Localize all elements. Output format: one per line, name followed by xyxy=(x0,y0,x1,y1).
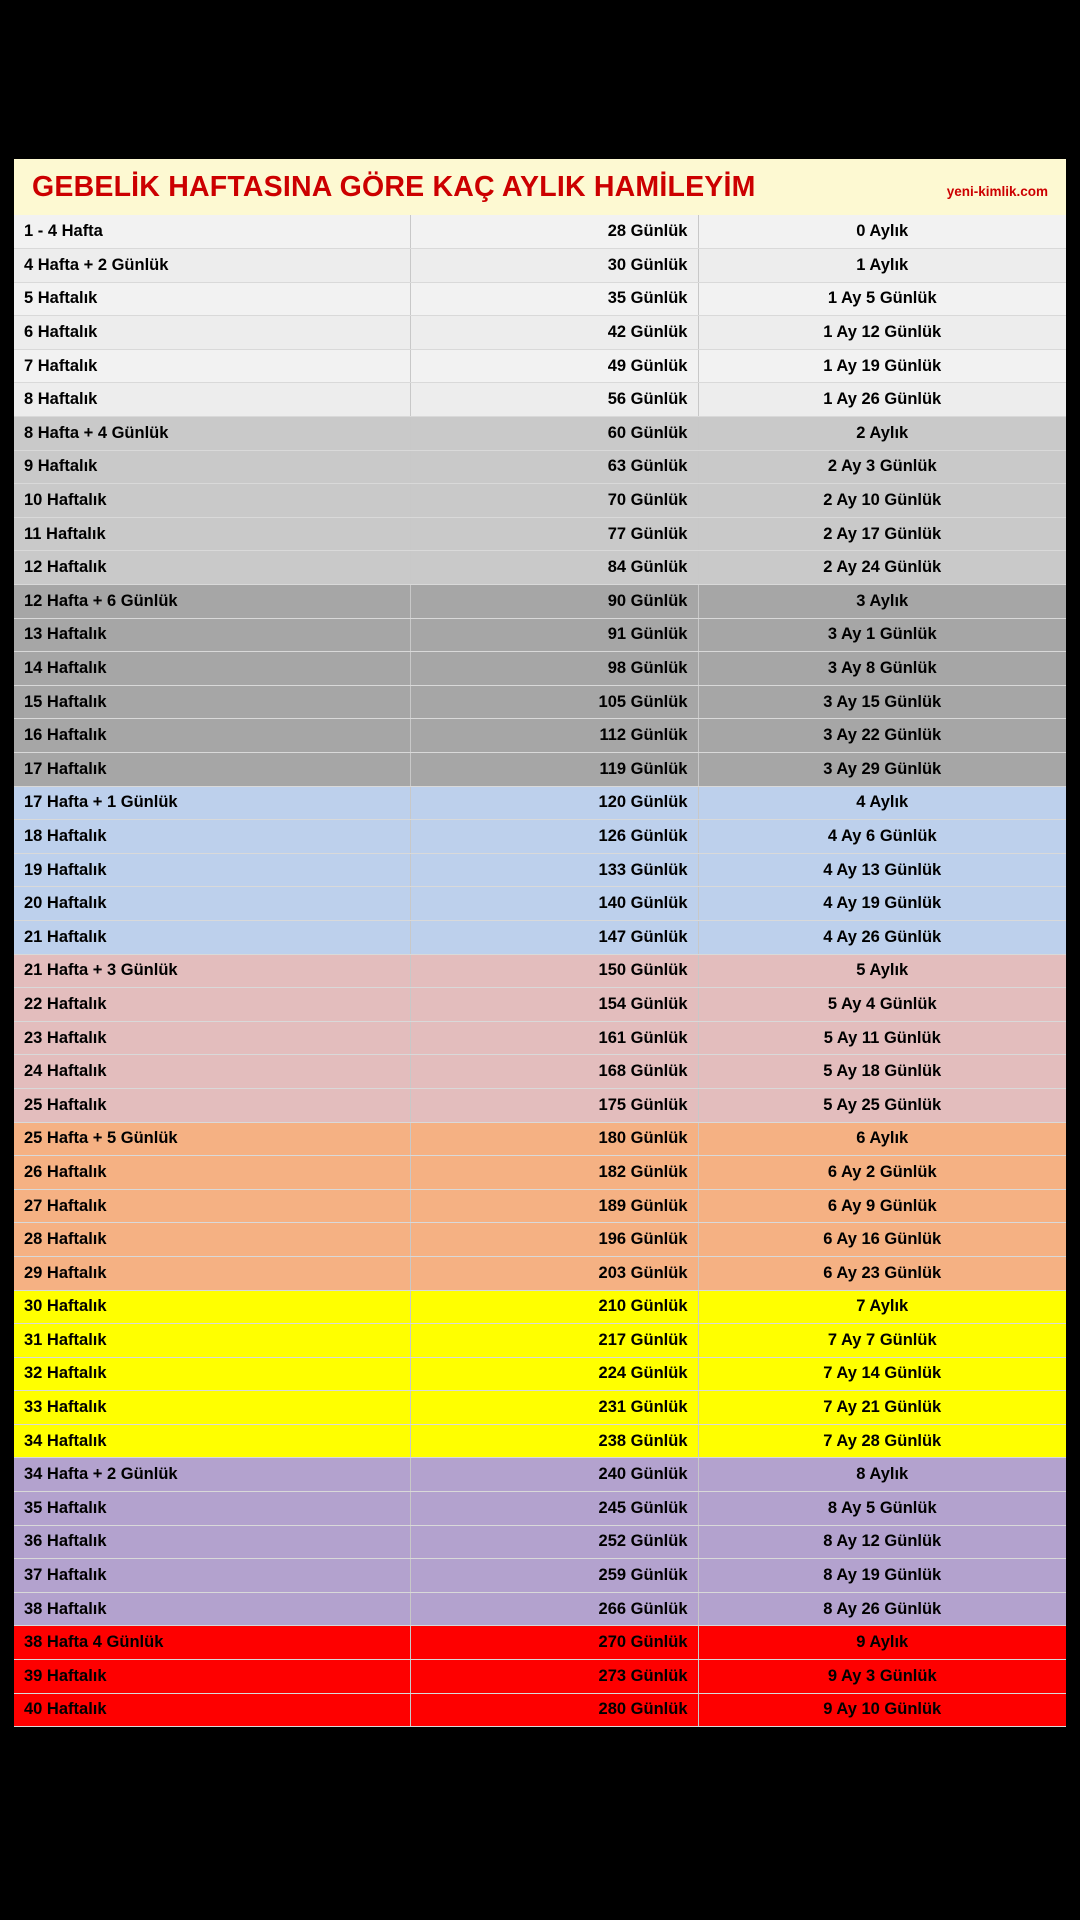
cell-week: 34 Haftalık xyxy=(14,1424,410,1458)
cell-days: 70 Günlük xyxy=(410,484,698,518)
cell-months: 7 Ay 14 Günlük xyxy=(698,1357,1066,1391)
cell-week: 21 Haftalık xyxy=(14,920,410,954)
cell-days: 217 Günlük xyxy=(410,1324,698,1358)
table-row xyxy=(14,1693,1066,1727)
cell-week: 15 Haftalık xyxy=(14,685,410,719)
table-row xyxy=(14,920,1066,954)
cell-days: 105 Günlük xyxy=(410,685,698,719)
cell-months: 3 Aylık xyxy=(698,585,1066,619)
table-row xyxy=(14,282,1066,316)
cell-week: 25 Haftalık xyxy=(14,1088,410,1122)
cell-week: 1 - 4 Hafta xyxy=(14,215,410,249)
cell-days: 90 Günlük xyxy=(410,585,698,619)
cell-months: 2 Ay 24 Günlük xyxy=(698,551,1066,585)
cell-week: 38 Haftalık xyxy=(14,1592,410,1626)
table-row xyxy=(14,1223,1066,1257)
cell-days: 240 Günlük xyxy=(410,1458,698,1492)
cell-week: 10 Haftalık xyxy=(14,484,410,518)
table-row xyxy=(14,853,1066,887)
cell-days: 133 Günlük xyxy=(410,853,698,887)
cell-week: 24 Haftalık xyxy=(14,1055,410,1089)
table-row xyxy=(14,618,1066,652)
cell-months: 7 Ay 28 Günlük xyxy=(698,1424,1066,1458)
cell-week: 33 Haftalık xyxy=(14,1391,410,1425)
pregnancy-week-month-table-sheet xyxy=(14,159,1066,1727)
table-row xyxy=(14,1055,1066,1089)
cell-days: 189 Günlük xyxy=(410,1189,698,1223)
cell-days: 182 Günlük xyxy=(410,1156,698,1190)
cell-days: 84 Günlük xyxy=(410,551,698,585)
cell-months: 0 Aylık xyxy=(698,215,1066,249)
cell-days: 49 Günlük xyxy=(410,349,698,383)
cell-months: 4 Ay 26 Günlük xyxy=(698,920,1066,954)
cell-months: 5 Ay 4 Günlük xyxy=(698,988,1066,1022)
cell-months: 7 Ay 21 Günlük xyxy=(698,1391,1066,1425)
cell-week: 12 Hafta + 6 Günlük xyxy=(14,585,410,619)
cell-days: 224 Günlük xyxy=(410,1357,698,1391)
cell-months: 3 Ay 1 Günlük xyxy=(698,618,1066,652)
cell-months: 8 Aylık xyxy=(698,1458,1066,1492)
cell-months: 4 Ay 19 Günlük xyxy=(698,887,1066,921)
cell-months: 7 Aylık xyxy=(698,1290,1066,1324)
table-row xyxy=(14,1088,1066,1122)
cell-months: 6 Ay 9 Günlük xyxy=(698,1189,1066,1223)
cell-days: 119 Günlük xyxy=(410,753,698,787)
cell-months: 8 Ay 12 Günlük xyxy=(698,1525,1066,1559)
cell-months: 8 Ay 5 Günlük xyxy=(698,1492,1066,1526)
cell-days: 91 Günlük xyxy=(410,618,698,652)
table-row xyxy=(14,484,1066,518)
table-row xyxy=(14,349,1066,383)
cell-week: 9 Haftalık xyxy=(14,450,410,484)
cell-days: 161 Günlük xyxy=(410,1021,698,1055)
cell-days: 270 Günlük xyxy=(410,1626,698,1660)
cell-months: 3 Ay 8 Günlük xyxy=(698,652,1066,686)
table-row xyxy=(14,1122,1066,1156)
cell-week: 8 Haftalık xyxy=(14,383,410,417)
table-row xyxy=(14,1559,1066,1593)
cell-months: 8 Ay 26 Günlük xyxy=(698,1592,1066,1626)
cell-days: 150 Günlük xyxy=(410,954,698,988)
cell-days: 77 Günlük xyxy=(410,517,698,551)
table-row xyxy=(14,1492,1066,1526)
cell-days: 259 Günlük xyxy=(410,1559,698,1593)
cell-days: 273 Günlük xyxy=(410,1660,698,1694)
table-row xyxy=(14,1256,1066,1290)
cell-week: 6 Haftalık xyxy=(14,316,410,350)
table-row xyxy=(14,786,1066,820)
cell-days: 147 Günlük xyxy=(410,920,698,954)
cell-week: 23 Haftalık xyxy=(14,1021,410,1055)
table-row xyxy=(14,215,1066,249)
table-row xyxy=(14,517,1066,551)
cell-week: 27 Haftalık xyxy=(14,1189,410,1223)
cell-months: 9 Ay 10 Günlük xyxy=(698,1693,1066,1727)
cell-months: 6 Ay 23 Günlük xyxy=(698,1256,1066,1290)
cell-months: 6 Ay 2 Günlük xyxy=(698,1156,1066,1190)
cell-days: 126 Günlük xyxy=(410,820,698,854)
cell-week: 32 Haftalık xyxy=(14,1357,410,1391)
cell-months: 3 Ay 22 Günlük xyxy=(698,719,1066,753)
cell-months: 4 Ay 13 Günlük xyxy=(698,853,1066,887)
cell-months: 5 Aylık xyxy=(698,954,1066,988)
cell-week: 35 Haftalık xyxy=(14,1492,410,1526)
table-row xyxy=(14,1324,1066,1358)
cell-days: 245 Günlük xyxy=(410,1492,698,1526)
cell-months: 2 Aylık xyxy=(698,417,1066,451)
table-row xyxy=(14,1391,1066,1425)
cell-days: 280 Günlük xyxy=(410,1693,698,1727)
table-row xyxy=(14,1290,1066,1324)
table-row xyxy=(14,988,1066,1022)
cell-week: 18 Haftalık xyxy=(14,820,410,854)
cell-days: 35 Günlük xyxy=(410,282,698,316)
table-row xyxy=(14,1660,1066,1694)
cell-week: 5 Haftalık xyxy=(14,282,410,316)
cell-week: 17 Haftalık xyxy=(14,753,410,787)
cell-days: 196 Günlük xyxy=(410,1223,698,1257)
cell-months: 5 Ay 18 Günlük xyxy=(698,1055,1066,1089)
cell-week: 4 Hafta + 2 Günlük xyxy=(14,249,410,283)
table-row xyxy=(14,383,1066,417)
cell-days: 175 Günlük xyxy=(410,1088,698,1122)
cell-days: 63 Günlük xyxy=(410,450,698,484)
table-row xyxy=(14,652,1066,686)
cell-week: 26 Haftalık xyxy=(14,1156,410,1190)
cell-days: 210 Günlük xyxy=(410,1290,698,1324)
table-row xyxy=(14,1626,1066,1660)
table-row xyxy=(14,585,1066,619)
cell-days: 98 Günlük xyxy=(410,652,698,686)
cell-months: 5 Ay 11 Günlük xyxy=(698,1021,1066,1055)
cell-days: 252 Günlük xyxy=(410,1525,698,1559)
table-row xyxy=(14,887,1066,921)
table-row xyxy=(14,1189,1066,1223)
cell-days: 60 Günlük xyxy=(410,417,698,451)
cell-months: 4 Aylık xyxy=(698,786,1066,820)
cell-week: 7 Haftalık xyxy=(14,349,410,383)
table-row xyxy=(14,1021,1066,1055)
cell-months: 8 Ay 19 Günlük xyxy=(698,1559,1066,1593)
cell-week: 36 Haftalık xyxy=(14,1525,410,1559)
cell-months: 7 Ay 7 Günlük xyxy=(698,1324,1066,1358)
cell-days: 266 Günlük xyxy=(410,1592,698,1626)
cell-months: 4 Ay 6 Günlük xyxy=(698,820,1066,854)
cell-months: 1 Aylık xyxy=(698,249,1066,283)
cell-week: 8 Hafta + 4 Günlük xyxy=(14,417,410,451)
table-row xyxy=(14,1458,1066,1492)
cell-week: 31 Haftalık xyxy=(14,1324,410,1358)
table-row xyxy=(14,551,1066,585)
cell-week: 34 Hafta + 2 Günlük xyxy=(14,1458,410,1492)
cell-months: 1 Ay 19 Günlük xyxy=(698,349,1066,383)
table-body xyxy=(14,215,1066,1727)
cell-days: 238 Günlük xyxy=(410,1424,698,1458)
table-row xyxy=(14,316,1066,350)
cell-week: 17 Hafta + 1 Günlük xyxy=(14,786,410,820)
cell-week: 22 Haftalık xyxy=(14,988,410,1022)
table-row xyxy=(14,450,1066,484)
title-bar xyxy=(14,159,1066,215)
cell-week: 14 Haftalık xyxy=(14,652,410,686)
cell-week: 12 Haftalık xyxy=(14,551,410,585)
cell-months: 2 Ay 10 Günlük xyxy=(698,484,1066,518)
cell-days: 30 Günlük xyxy=(410,249,698,283)
cell-months: 6 Ay 16 Günlük xyxy=(698,1223,1066,1257)
cell-days: 112 Günlük xyxy=(410,719,698,753)
cell-week: 13 Haftalık xyxy=(14,618,410,652)
cell-week: 28 Haftalık xyxy=(14,1223,410,1257)
table-row xyxy=(14,1525,1066,1559)
table-row xyxy=(14,249,1066,283)
cell-months: 6 Aylık xyxy=(698,1122,1066,1156)
cell-week: 19 Haftalık xyxy=(14,853,410,887)
cell-days: 231 Günlük xyxy=(410,1391,698,1425)
table-row xyxy=(14,1156,1066,1190)
cell-days: 168 Günlük xyxy=(410,1055,698,1089)
table-row xyxy=(14,1424,1066,1458)
cell-months: 9 Aylık xyxy=(698,1626,1066,1660)
cell-week: 25 Hafta + 5 Günlük xyxy=(14,1122,410,1156)
cell-months: 3 Ay 15 Günlük xyxy=(698,685,1066,719)
cell-days: 154 Günlük xyxy=(410,988,698,1022)
cell-months: 9 Ay 3 Günlük xyxy=(698,1660,1066,1694)
cell-months: 3 Ay 29 Günlük xyxy=(698,753,1066,787)
cell-days: 203 Günlük xyxy=(410,1256,698,1290)
cell-week: 30 Haftalık xyxy=(14,1290,410,1324)
cell-week: 21 Hafta + 3 Günlük xyxy=(14,954,410,988)
cell-months: 5 Ay 25 Günlük xyxy=(698,1088,1066,1122)
conversion-table xyxy=(14,215,1066,1727)
cell-week: 39 Haftalık xyxy=(14,1660,410,1694)
cell-week: 11 Haftalık xyxy=(14,517,410,551)
cell-week: 29 Haftalık xyxy=(14,1256,410,1290)
page-title: GEBELİK HAFTASINA GÖRE KAÇ AYLIK HAMİLEYİM xyxy=(32,170,756,203)
table-row xyxy=(14,1357,1066,1391)
cell-week: 37 Haftalık xyxy=(14,1559,410,1593)
table-row xyxy=(14,954,1066,988)
cell-days: 180 Günlük xyxy=(410,1122,698,1156)
cell-week: 40 Haftalık xyxy=(14,1693,410,1727)
site-credit: yeni-kimlik.com xyxy=(946,183,1048,199)
cell-week: 38 Hafta 4 Günlük xyxy=(14,1626,410,1660)
cell-days: 42 Günlük xyxy=(410,316,698,350)
cell-months: 2 Ay 3 Günlük xyxy=(698,450,1066,484)
table-row xyxy=(14,753,1066,787)
cell-days: 120 Günlük xyxy=(410,786,698,820)
table-row xyxy=(14,719,1066,753)
table-row xyxy=(14,685,1066,719)
cell-months: 1 Ay 5 Günlük xyxy=(698,282,1066,316)
table-row xyxy=(14,1592,1066,1626)
table-row xyxy=(14,417,1066,451)
table-row xyxy=(14,820,1066,854)
cell-months: 1 Ay 26 Günlük xyxy=(698,383,1066,417)
cell-week: 16 Haftalık xyxy=(14,719,410,753)
cell-months: 2 Ay 17 Günlük xyxy=(698,517,1066,551)
cell-week: 20 Haftalık xyxy=(14,887,410,921)
cell-months: 1 Ay 12 Günlük xyxy=(698,316,1066,350)
cell-days: 28 Günlük xyxy=(410,215,698,249)
cell-days: 56 Günlük xyxy=(410,383,698,417)
cell-days: 140 Günlük xyxy=(410,887,698,921)
